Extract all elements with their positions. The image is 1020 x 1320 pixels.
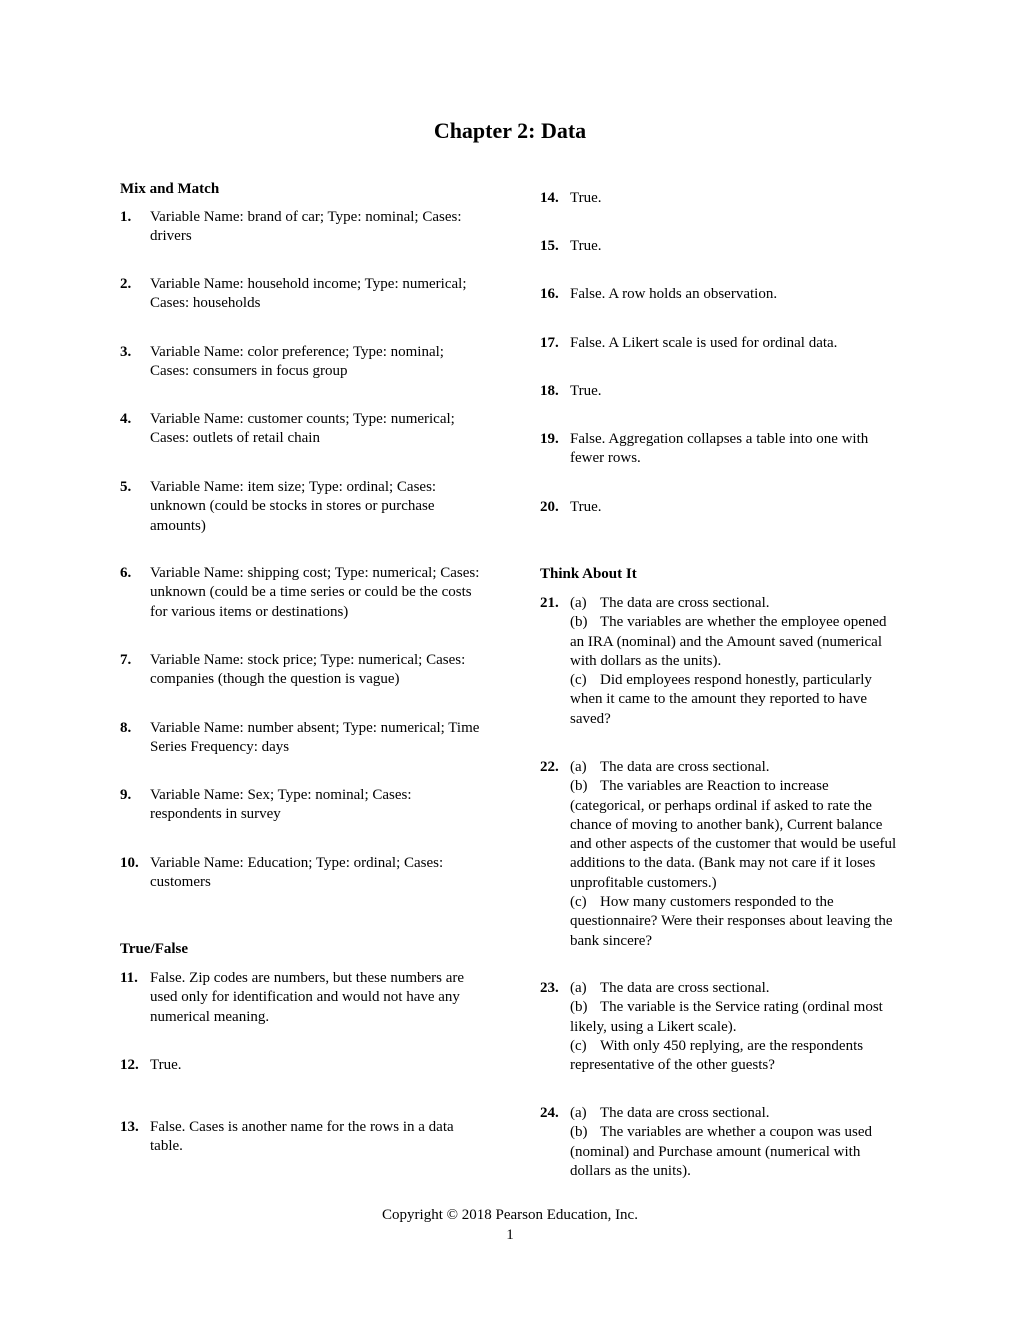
answer-part-c [570,893,902,951]
answer-text [570,594,902,729]
answer-text: Variable Name: number absent; Type: numerical; Time Series Frequency: days [150,720,480,756]
part-label: (c) [570,894,587,911]
answer-item-22 [540,758,902,951]
part-label: (a) [570,759,587,775]
answer-item-21 [540,594,902,729]
answer-text: Variable Name: color preference; Type: nominal; Cases: consumers in focus group [150,344,444,380]
answer-number: 15. [540,238,559,254]
answer-number: 22. [540,759,559,775]
answer-number: 20. [540,499,559,515]
answer-number: 4. [120,411,132,427]
answer-part-b [570,998,902,1037]
answer-number: 11. [120,970,138,986]
answer-text: True. [570,238,602,254]
answer-item-1 [120,208,482,247]
answer-item-20 [540,498,902,517]
answer-item-7 [120,651,482,690]
answer-text: Variable Name: item size; Type: ordinal; Cases: unknown (could be stocks in stores or purchase amounts) [150,479,437,534]
answer-number: 19. [540,431,559,447]
answer-item-5 [120,478,482,536]
section-heading-mix-and-match: Mix and Match [120,181,220,197]
answer-text: Variable Name: shipping cost; Type: numerical; Cases: unknown (could be a time series or could be the costs for various items or destinations) [150,565,480,620]
part-text: How many customers responded to the questionnaire? Were their responses about leaving the bank sincere? [570,894,893,949]
part-text: The variables are whether the employee opened an IRA (nominal) and the Amount saved (numerical with dollars as the units). [570,614,887,669]
answer-part-a [570,758,902,777]
answer-text: True. [570,190,602,206]
answer-part-a [570,594,902,613]
answer-part-b [570,777,902,893]
part-label: (b) [570,614,588,631]
part-label: (c) [570,1037,587,1054]
answer-number: 3. [120,344,132,360]
section-heading-true-false: True/False [120,941,189,957]
copyright-notice: Copyright © 2018 Pearson Education, Inc. [382,1207,638,1223]
answer-item-12 [120,1056,482,1075]
part-text: With only 450 replying, are the respondents representative of the other guests? [570,1037,864,1074]
answer-part-c [570,1037,902,1076]
answer-number: 13. [120,1119,139,1135]
answer-text: True. [570,383,602,399]
answer-part-a [570,979,902,998]
answer-item-2 [120,275,482,314]
answer-number: 7. [120,652,132,668]
answer-item-10 [120,854,482,893]
answer-part-a [570,1104,902,1123]
answer-part-c [570,671,902,729]
answer-text: Variable Name: Sex; Type: nominal; Cases: respondents in survey [150,787,412,823]
answer-number: 16. [540,286,559,302]
answer-text [570,979,902,1075]
answer-text: Variable Name: household income; Type: numerical; Cases: households [150,276,467,312]
part-text: The data are cross sectional. [600,1105,770,1121]
answer-text: True. [150,1057,182,1073]
answer-number: 9. [120,787,132,803]
answer-item-6 [120,564,482,622]
answer-item-17 [540,334,902,353]
page-title: Chapter 2: Data [433,118,587,143]
answer-part-b [570,613,902,671]
part-text: The variables are Reaction to increase (categorical, or perhaps ordinal if asked to rate the chance of moving to another bank), Current balance and other aspects of the customer that would be useful additions to the data. (Bank may not care if it loses unprofitable customers.) [570,778,897,891]
part-text: The data are cross sectional. [600,759,770,775]
part-label: (b) [570,778,588,795]
page-number: 1 [506,1226,514,1243]
answer-item-18 [540,382,902,401]
part-label: (b) [570,999,588,1016]
part-label: (a) [570,595,587,611]
answer-item-23 [540,979,902,1075]
answer-text: True. [570,499,602,515]
answer-number: 17. [540,335,559,351]
answer-item-9 [120,786,482,825]
answer-item-15 [540,237,902,256]
answer-item-3 [120,343,482,382]
part-label: (b) [570,1124,588,1141]
part-label: (a) [570,1105,587,1121]
answer-text: Variable Name: Education; Type: ordinal; Cases: customers [150,855,444,891]
answer-item-14 [540,189,902,208]
answer-item-16 [540,285,902,304]
answer-text: False. Zip codes are numbers, but these numbers are used only for identification and would not have any numerical meaning. [150,970,465,1025]
answer-part-b [570,1123,902,1181]
part-label: (c) [570,672,587,689]
answer-text: Variable Name: brand of car; Type: nominal; Cases: drivers [150,209,462,245]
answer-text [570,1104,902,1181]
answer-item-8 [120,719,482,758]
answer-text [570,758,902,951]
part-text: The variable is the Service rating (ordinal most likely, using a Likert scale). [570,999,883,1035]
answer-number: 12. [120,1057,139,1073]
answer-item-24 [540,1104,902,1181]
part-text: The data are cross sectional. [600,595,770,611]
page-footer [0,1206,1020,1245]
answer-item-11 [120,969,482,1027]
section-heading-think-about-it: Think About It [540,566,637,582]
answer-item-19 [540,430,902,469]
answer-number: 1. [120,209,132,225]
answer-text: False. Cases is another name for the rows in a data table. [150,1119,454,1155]
answer-number: 21. [540,595,559,611]
answer-text: False. Aggregation collapses a table into one with fewer rows. [570,431,869,467]
part-label: (a) [570,980,587,996]
answer-number: 8. [120,720,132,736]
answer-number: 10. [120,855,139,871]
answer-number: 5. [120,479,132,495]
answer-text: False. A row holds an observation. [570,286,778,302]
answer-item-13 [120,1118,482,1157]
answer-number: 18. [540,383,559,399]
answer-number: 24. [540,1105,559,1121]
part-text: The data are cross sectional. [600,980,770,996]
answer-number: 23. [540,980,559,996]
answer-number: 14. [540,190,559,206]
answer-text: Variable Name: stock price; Type: numerical; Cases: companies (though the question is vague) [150,652,466,688]
answer-text: Variable Name: customer counts; Type: numerical; Cases: outlets of retail chain [150,411,455,447]
part-text: The variables are whether a coupon was used (nominal) and Purchase amount (numerical with dollars as the units). [570,1124,872,1179]
part-text: Did employees respond honestly, particularly when it came to the amount they reported to have saved? [570,672,872,727]
answer-item-4 [120,410,482,449]
answer-number: 2. [120,276,132,292]
answer-number: 6. [120,565,132,581]
answer-text: False. A Likert scale is used for ordinal data. [570,335,838,351]
